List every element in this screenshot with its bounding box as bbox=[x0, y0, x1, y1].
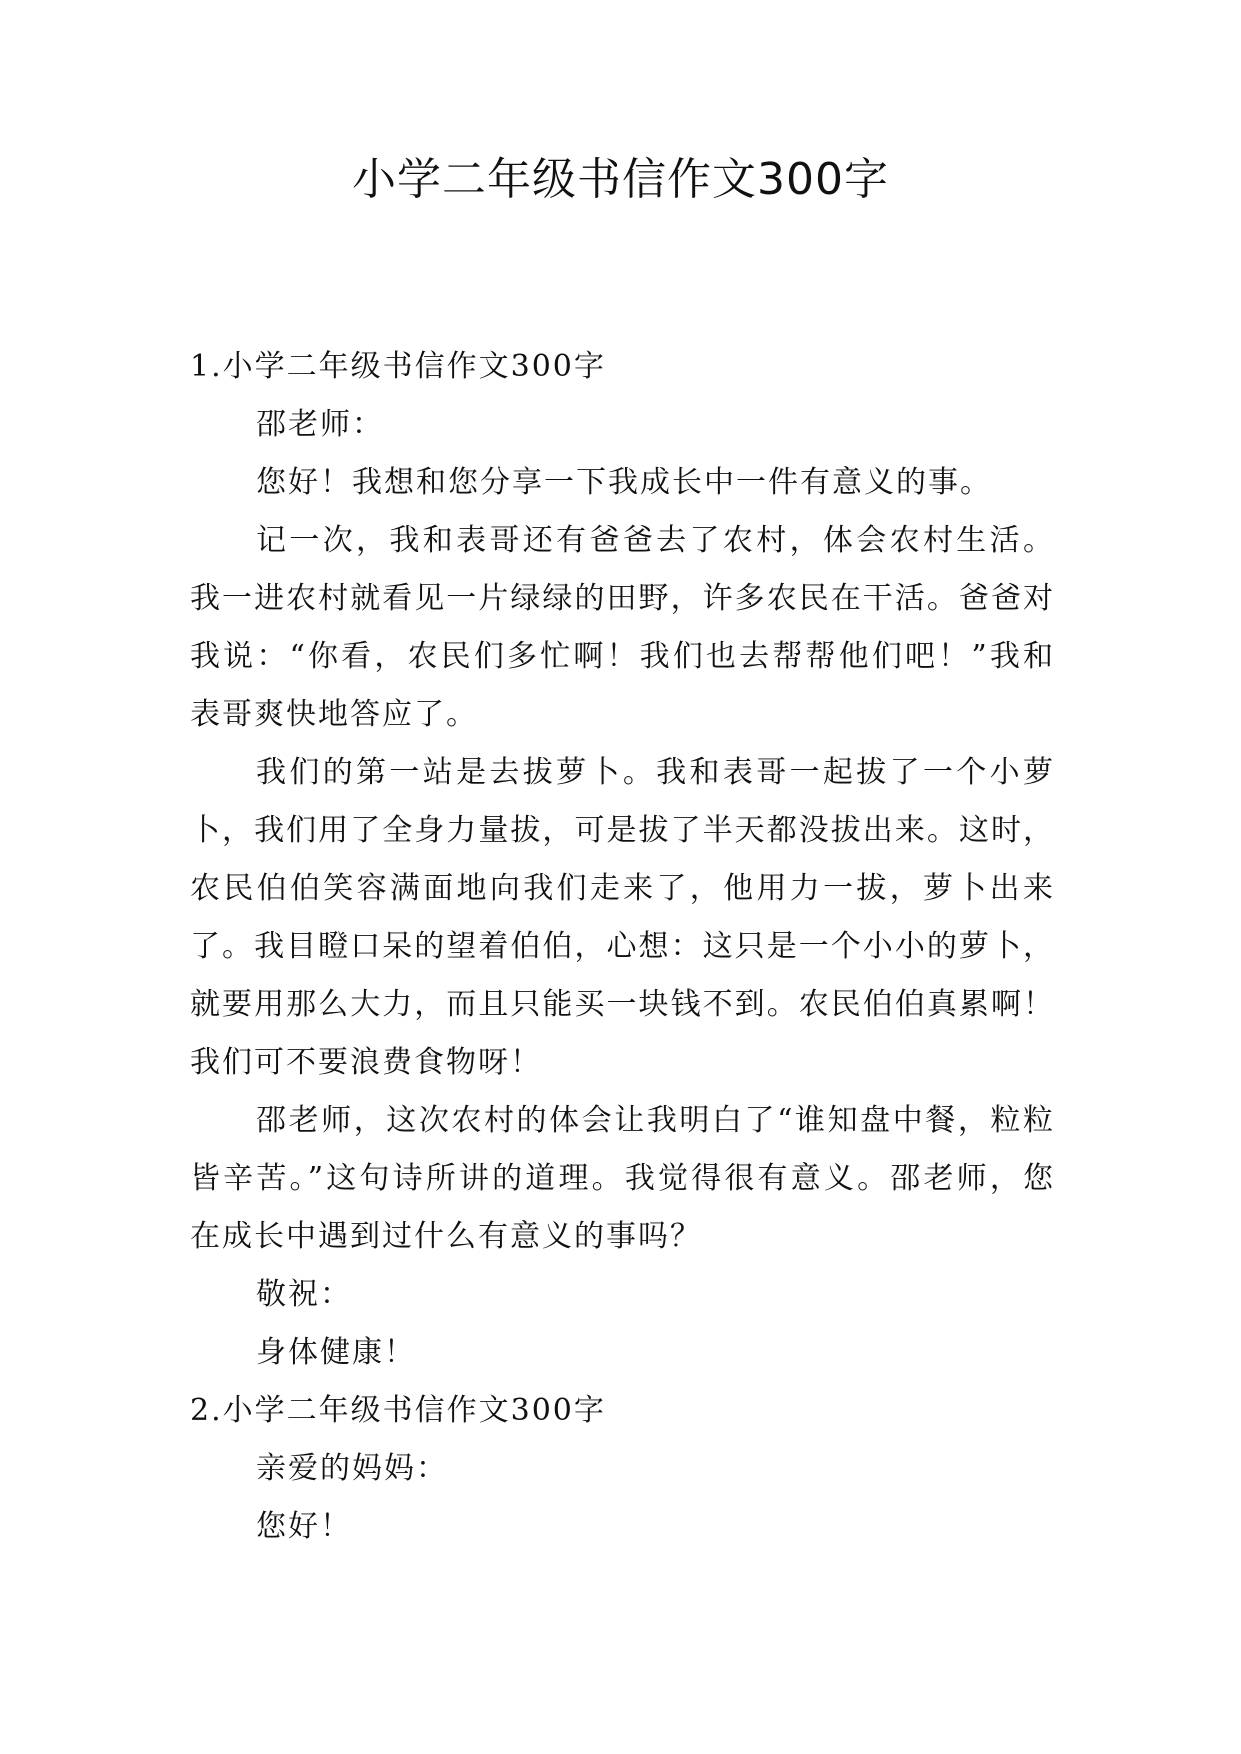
document-body bbox=[190, 338, 1055, 1556]
body-paragraph: 记一次，我和表哥还有爸爸去了农村，体会农村生活。我一进农村就看见一片绿绿的田野，许多农民在干活。爸爸对我说：“你看，农民们多忙啊！我们也去帮帮他们吧！”我和表哥爽快地答应了。 bbox=[190, 523, 1055, 732]
greeting: 您好！ bbox=[256, 1509, 352, 1544]
salutation: 亲爱的妈妈： bbox=[256, 1451, 448, 1486]
closing-wish: 身体健康！ bbox=[256, 1335, 416, 1370]
salutation: 邵老师： bbox=[256, 407, 384, 442]
body-paragraph: 我们的第一站是去拔萝卜。我和表哥一起拔了一个小萝卜，我们用了全身力量拔，可是拔了半天都没拔出来。这时，农民伯伯笑容满面地向我们走来了，他用力一拔，萝卜出来了。我目瞪口呆的望着伯伯，心想：这只是一个小小的萝卜，就要用那么大力，而且只能买一块钱不到。农民伯伯真累啊！我们可不要浪费食物呀！ bbox=[190, 755, 1055, 1080]
greeting: 您好！我想和您分享一下我成长中一件有意义的事。 bbox=[256, 465, 992, 500]
section-heading-2: 2.小学二年级书信作文300字 bbox=[190, 1393, 606, 1428]
body-paragraph: 邵老师，这次农村的体会让我明白了“谁知盘中餐，粒粒皆辛苦。”这句诗所讲的道理。我觉得很有意义。邵老师，您在成长中遇到过什么有意义的事吗？ bbox=[190, 1103, 1055, 1254]
document-title: 小学二年级书信作文300字 bbox=[352, 154, 889, 205]
section-heading-1: 1.小学二年级书信作文300字 bbox=[190, 349, 606, 384]
closing: 敬祝： bbox=[256, 1277, 352, 1312]
